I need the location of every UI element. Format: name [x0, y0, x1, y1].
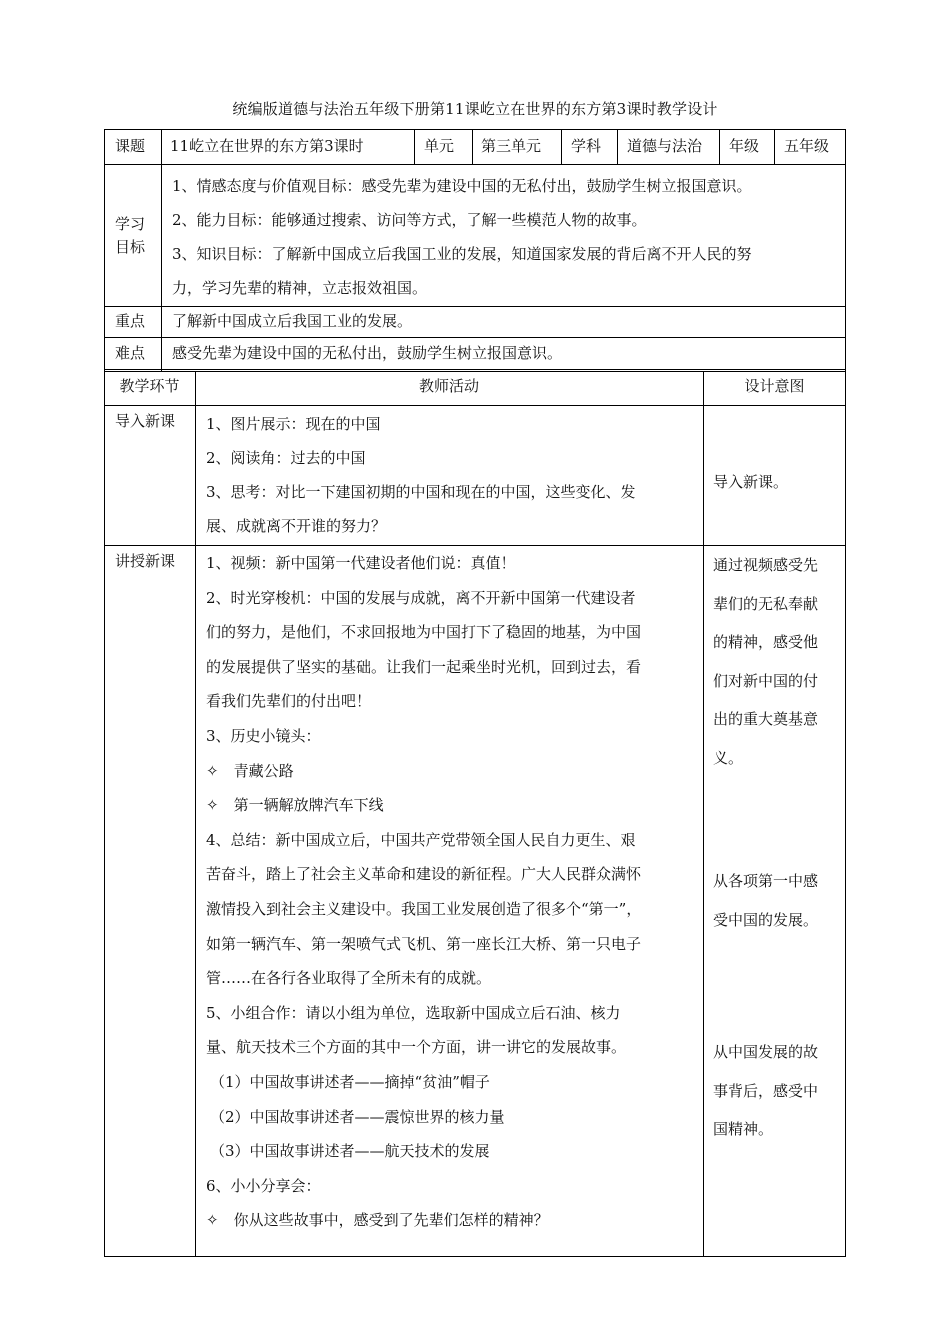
activity-line: 2、时光穿梭机：中国的发展与成就，离不开新中国第一代建设者 — [206, 588, 636, 607]
unit-value: 第三单元 — [481, 137, 542, 155]
header-activity: 教师活动 — [418, 377, 479, 395]
activity-line: 3、思考：对比一下建国初期的中国和现在的中国，这些变化、发 — [206, 483, 636, 501]
grade-value: 五年级 — [784, 137, 830, 155]
col-divider — [161, 129, 162, 371]
activity-line: 2、阅读角：过去的中国 — [206, 449, 366, 467]
col-divider — [774, 129, 775, 164]
activity-line: （3）中国故事讲述者——航天技术的发展 — [210, 1142, 490, 1161]
subject-label: 学科 — [571, 137, 602, 155]
activity-line: ✧ 你从这些故事中，感受到了先辈们怎样的精神？ — [206, 1211, 549, 1230]
col-divider — [719, 129, 720, 164]
lecture-intent-3: 从中国发展的故 事背后，感受中 国精神。 — [713, 1043, 819, 1138]
activity-line: 的发展提供了坚实的基础。让我们一起乘坐时光机，回到过去，看 — [206, 657, 642, 676]
intro-intent: 导入新课。 — [713, 473, 789, 491]
topic-value: 11屹立在世界的东方第3课时 — [170, 137, 364, 155]
col-divider — [414, 129, 415, 164]
page-title: 统编版道德与法治五年级下册第11课屹立在世界的东方第3课时教学设计 — [232, 100, 718, 118]
activity-line: 3、历史小镜头： — [206, 726, 321, 745]
topic-label: 课题 — [115, 137, 146, 155]
header-stage: 教学环节 — [119, 377, 180, 395]
activity-line: 激情投入到社会主义建设中。我国工业发展创造了很多个“第一”， — [206, 899, 642, 918]
activity-line: 们的努力，是他们，不求回报地为中国打下了稳固的地基，为中国 — [206, 623, 642, 642]
difficulty-label: 难点 — [115, 344, 146, 362]
col-divider — [561, 129, 562, 164]
objective-line: 2、能力目标：能够通过搜索、访问等方式，了解一些模范人物的故事。 — [172, 211, 647, 229]
difficulty-value: 感受先辈为建设中国的无私付出，鼓励学生树立报国意识。 — [172, 344, 563, 362]
activity-line: 4、总结：新中国成立后，中国共产党带领全国人民自力更生、艰 — [206, 830, 636, 849]
objective-line: 力，学习先辈的精神，立志报效祖国。 — [172, 279, 428, 297]
row-divider — [104, 164, 846, 165]
activity-line: ✧ 第一辆解放牌汽车下线 — [206, 796, 384, 815]
activity-line: 展、成就离不开谁的努力？ — [206, 517, 387, 535]
row-divider — [104, 337, 846, 338]
activity-line: 苦奋斗，踏上了社会主义革命和建设的新征程。广大人民群众满怀 — [206, 865, 642, 884]
col-divider — [703, 371, 704, 1257]
intro-stage: 导入新课 — [115, 412, 176, 430]
col-divider — [617, 129, 618, 164]
grade-label: 年级 — [729, 137, 760, 155]
activity-line: 管……在各行各业取得了全所未有的成就。 — [206, 969, 492, 988]
objectives-label: 学习 目标 — [115, 215, 146, 256]
row-divider — [104, 369, 846, 370]
intro-activity — [206, 407, 636, 543]
col-divider — [195, 371, 196, 1257]
objectives-text — [172, 169, 752, 305]
activity-line: ✧ 青藏公路 — [206, 761, 294, 780]
subject-value: 道德与法治 — [627, 137, 703, 155]
activity-line: （2）中国故事讲述者——震惊世界的核力量 — [210, 1107, 505, 1126]
header-intent: 设计意图 — [744, 377, 805, 395]
key-point-label: 重点 — [115, 312, 146, 330]
activity-line: 如第一辆汽车、第一架喷气式飞机、第一座长江大桥、第一只电子 — [206, 934, 642, 953]
row-divider — [104, 371, 846, 372]
lecture-intent-1: 通过视频感受先 辈们的无私奉献 的精神，感受他 们对新中国的付 出的重大奠基意 义。 — [713, 556, 819, 767]
lecture-stage: 讲授新课 — [115, 552, 176, 570]
objective-line: 1、情感态度与价值观目标：感受先辈为建设中国的无私付出，鼓励学生树立报国意识。 — [172, 177, 752, 195]
activity-line: 6、小小分享会： — [206, 1176, 321, 1195]
objective-line: 3、知识目标：了解新中国成立后我国工业的发展，知道国家发展的背后离不开人民的努 — [172, 245, 752, 263]
row-divider — [104, 306, 846, 307]
lecture-intent-2: 从各项第一中感 受中国的发展。 — [713, 872, 819, 929]
activity-line: 1、图片展示：现在的中国 — [206, 415, 381, 433]
activity-line: 量、航天技术三个方面的其中一个方面，讲一讲它的发展故事。 — [206, 1038, 627, 1057]
col-divider — [472, 129, 473, 164]
row-divider — [104, 405, 846, 406]
activity-line: （1）中国故事讲述者——摘掉“贫油”帽子 — [210, 1072, 490, 1091]
activity-line: 看我们先辈们的付出吧！ — [206, 692, 372, 711]
activity-line: 1、视频：新中国第一代建设者他们说：真值！ — [206, 554, 516, 572]
unit-label: 单元 — [424, 137, 455, 155]
lecture-activity — [206, 546, 641, 1238]
activity-line: 5、小组合作：请以小组为单位，选取新中国成立后石油、核力 — [206, 1003, 621, 1022]
key-point-value: 了解新中国成立后我国工业的发展。 — [172, 312, 413, 330]
